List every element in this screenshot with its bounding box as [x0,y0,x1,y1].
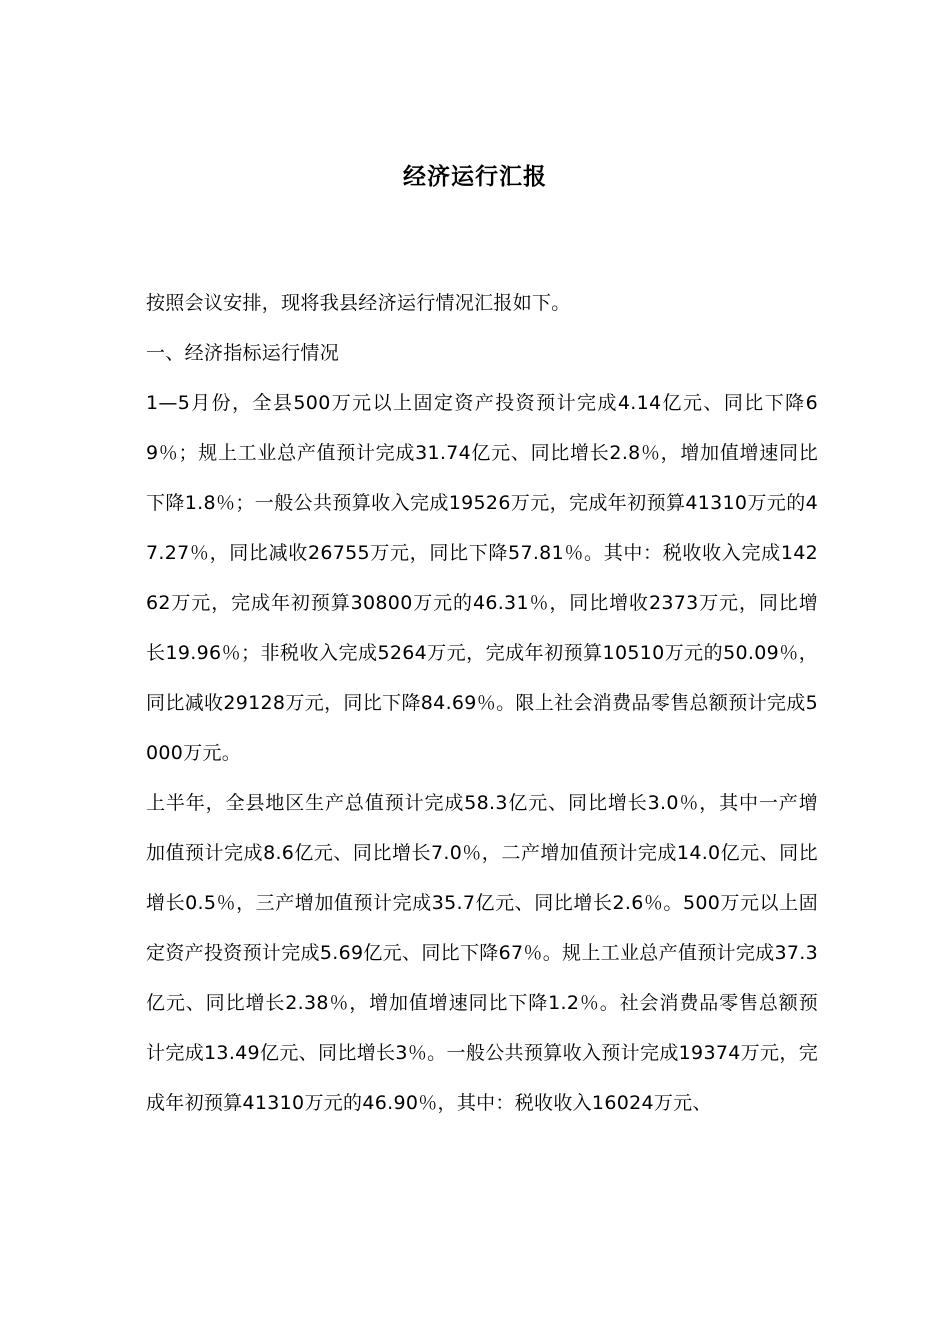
paragraph-first-half: 上半年，全县地区生产总值预计完成58.3亿元、同比增长3.0％，其中一产增加值预计完成8.6亿元、同比增长7.0％，二产增加值预计完成14.0亿元、同比增长0.5％，三产增加值预计完成35.7亿元、同比增长2.6％。500万元以上固定资产投资预计完成5.69亿元、同比下降67％。规上工业总产值预计完成37.3亿元、同比增长2.38％，增加值增速同比下降1.2％。社会消费品零售总额预计完成13.49亿元、同比增长3％。一般公共预算收入预计完成19374万元，完成年初预算41310万元的46.90％，其中：税收收入16024万元、 [146,792,818,1114]
document-body [146,278,818,1128]
paragraph-jan-may: 1—5月份，全县500万元以上固定资产投资预计完成4.14亿元、同比下降69％；规上工业总产值预计完成31.74亿元、同比增长2.8％，增加值增速同比下降1.8％；一般公共预算收入完成19526万元，完成年初预算41310万元的47.27％，同比减收26755万元，同比下降57.81％。其中：税收收入完成14262万元，完成年初预算30800万元的46.31％，同比增收2373万元，同比增长19.96％；非税收入完成5264万元，完成年初预算10510万元的50.09％，同比减收29128万元，同比下降84.69％。限上社会消费品零售总额预计完成5000万元。 [146,392,818,764]
section-heading: 一、经济指标运行情况 [146,342,340,364]
document-title: 经济运行汇报 [403,164,547,190]
paragraph-intro: 按照会议安排，现将我县经济运行情况汇报如下。 [146,292,571,314]
